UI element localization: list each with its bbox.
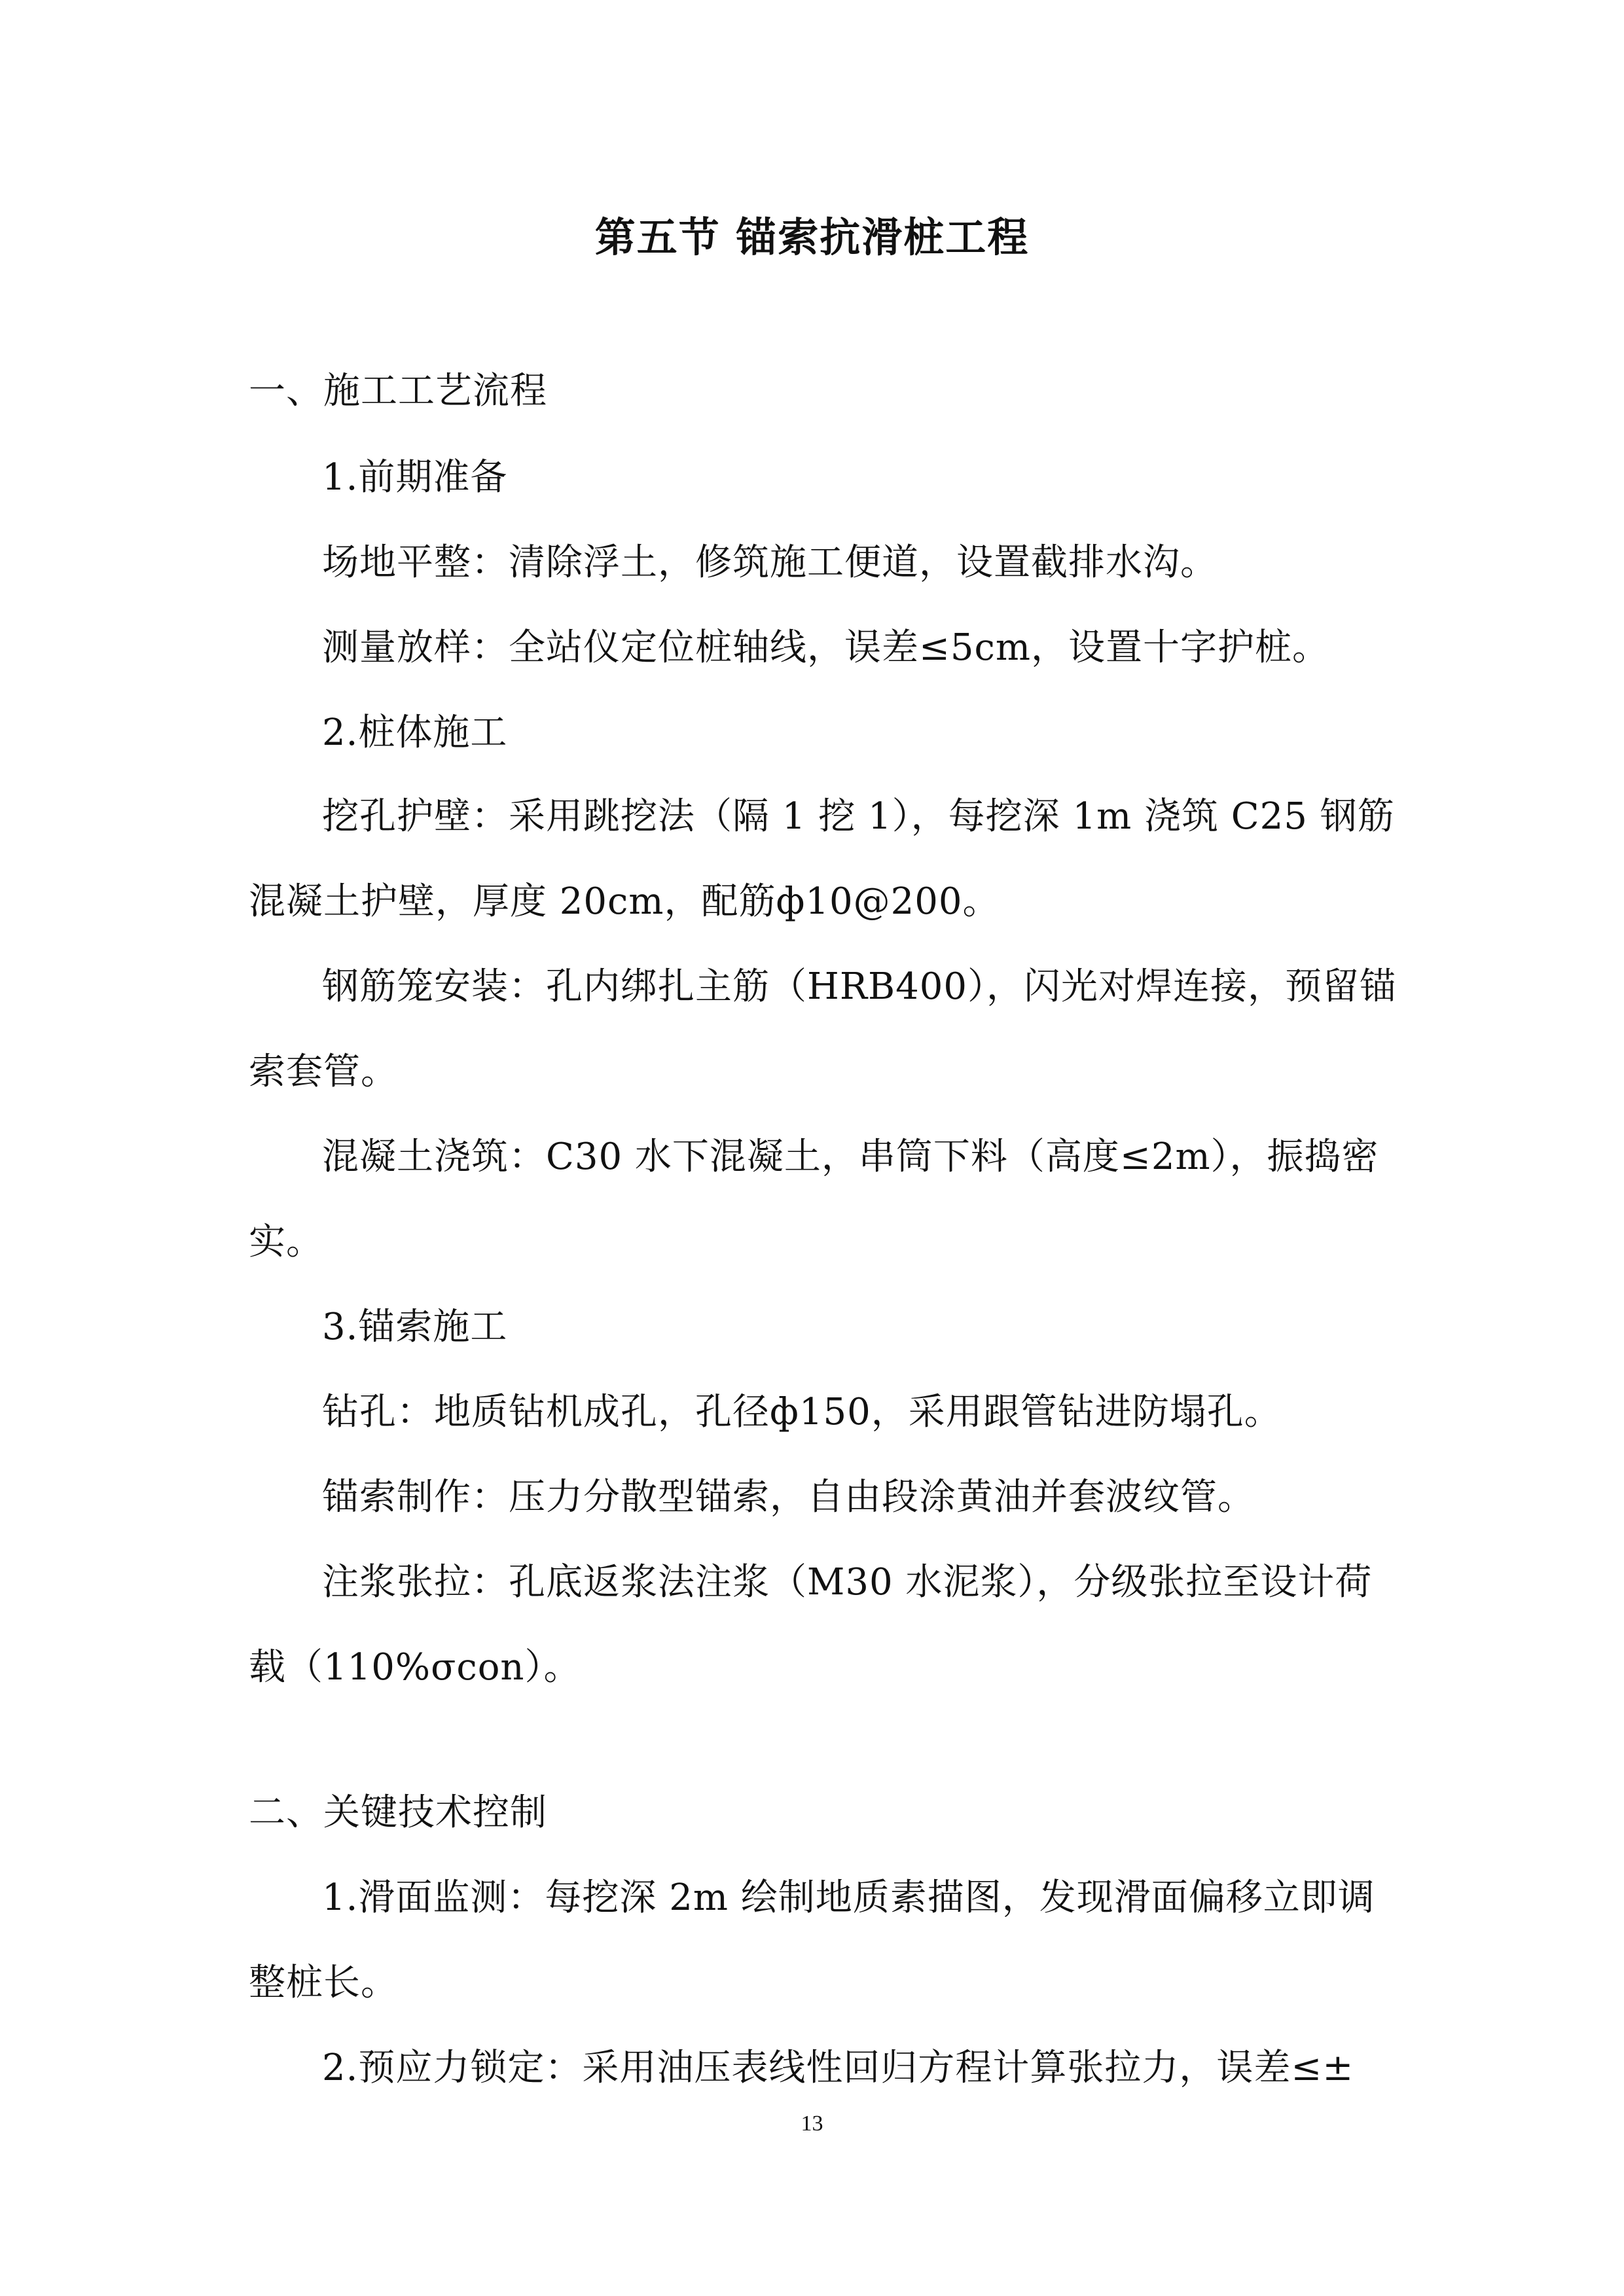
- paragraph-grouting-line1: 注浆张拉：孔底返浆法注浆（M30 水泥浆），分级张拉至设计荷: [322, 1561, 1373, 1604]
- paragraph-prestress-locking-line1: 2.预应力锁定：采用油压表线性回归方程计算张拉力，误差≤±: [322, 2047, 1354, 2089]
- paragraph-concrete-pouring-line1: 混凝土浇筑：C30 水下混凝土，串筒下料（高度≤2m），振捣密: [322, 1136, 1379, 1178]
- section-heading-process: 一、施工工艺流程: [249, 370, 547, 412]
- paragraph-concrete-pouring-line2: 实。: [249, 1221, 323, 1263]
- paragraph-excavation-line1: 挖孔护壁：采用跳挖法（隔 1 挖 1），每挖深 1m 浇筑 C25 钢筋: [322, 795, 1395, 838]
- paragraph-slip-monitoring-line2: 整桩长。: [249, 1962, 398, 2004]
- subheading-pile-construction: 2.桩体施工: [322, 711, 508, 754]
- paragraph-grouting-line2: 载（110%σcon）。: [249, 1646, 581, 1689]
- page-title: 第五节 锚索抗滑桩工程: [594, 213, 1030, 261]
- paragraph-site-leveling: 场地平整：清除浮土，修筑施工便道，设置截排水沟。: [322, 541, 1218, 584]
- subheading-anchor-construction: 3.锚索施工: [322, 1306, 508, 1348]
- paragraph-rebar-cage-line2: 索套管。: [249, 1050, 398, 1093]
- section-heading-key-control: 二、关键技术控制: [249, 1791, 547, 1834]
- page-number: 13: [801, 2111, 823, 2136]
- paragraph-rebar-cage-line1: 钢筋笼安装：孔内绑扎主筋（HRB400），闪光对焊连接，预留锚: [322, 965, 1398, 1008]
- paragraph-excavation-line2: 混凝土护壁，厚度 20cm，配筋ф10@200。: [249, 880, 1000, 923]
- paragraph-slip-monitoring-line1: 1.滑面监测：每挖深 2m 绘制地质素描图，发现滑面偏移立即调: [322, 1876, 1375, 1919]
- paragraph-drilling: 钻孔：地质钻机成孔，孔径ф150，采用跟管钻进防塌孔。: [322, 1391, 1282, 1433]
- paragraph-survey-layout: 测量放样：全站仪定位桩轴线，误差≤5cm，设置十字护桩。: [322, 626, 1330, 669]
- subheading-preparation: 1.前期准备: [322, 456, 508, 499]
- paragraph-anchor-fabrication: 锚索制作：压力分散型锚索，自由段涂黄油并套波纹管。: [322, 1476, 1255, 1518]
